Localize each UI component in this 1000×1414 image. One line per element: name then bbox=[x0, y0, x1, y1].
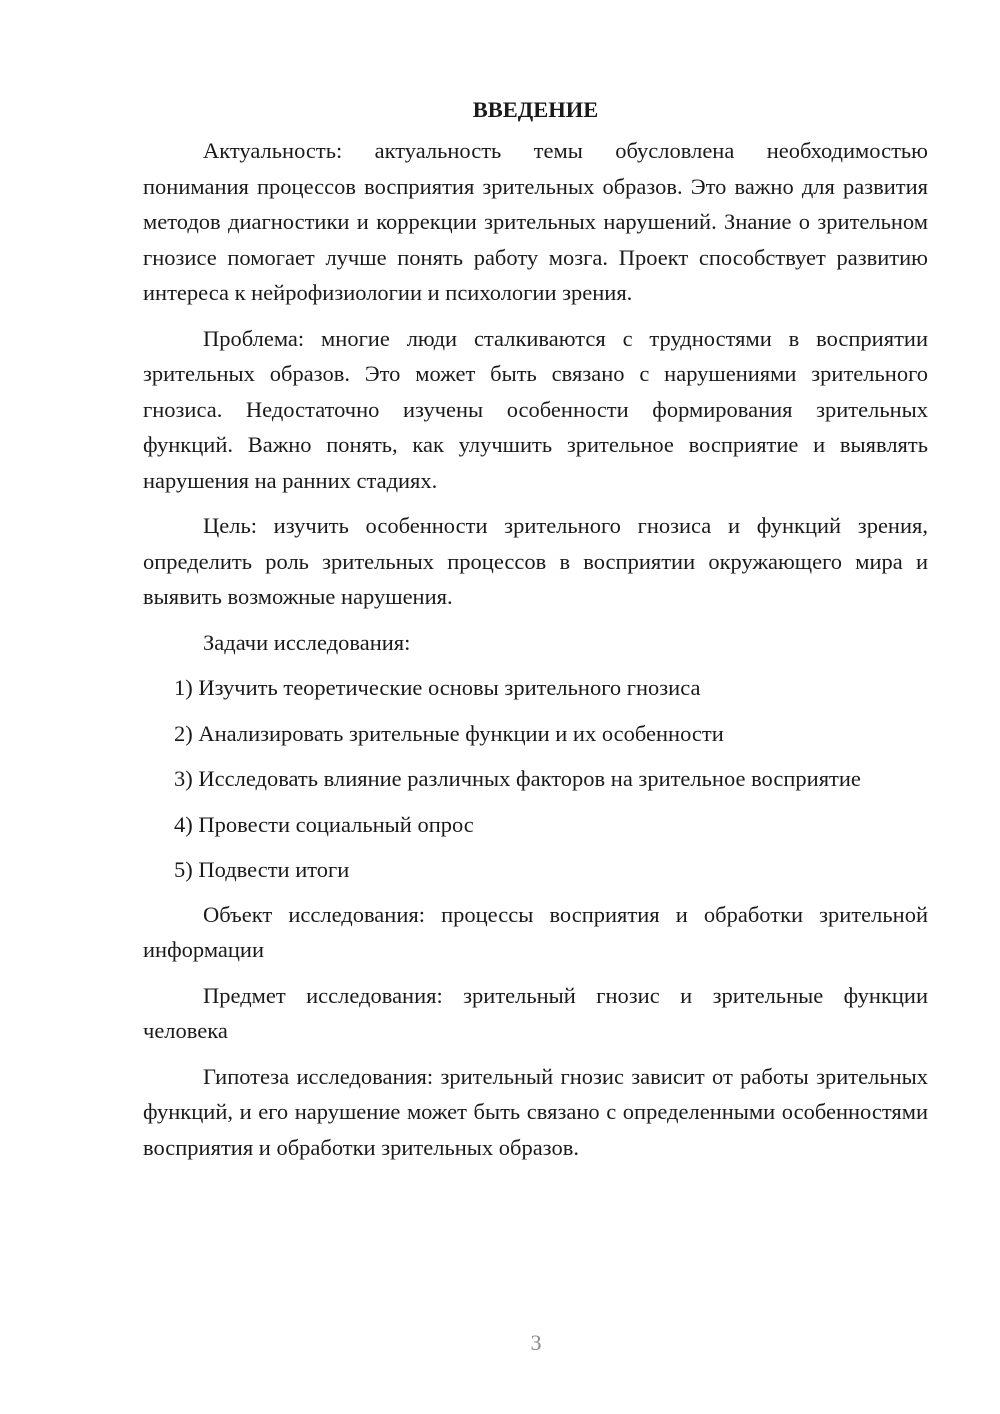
relevance-paragraph: Актуальность: актуальность темы обусловлена необходимостью понимания процессов восприятия зрительных образов. Это важно для развития методов диагностики и коррекции зрительных нарушений. Знание о зрительном гнозисе помогает лучше понять работу мозга. Проект способствует развитию интереса к нейрофизиологии и психологии зрения. bbox=[143, 138, 928, 305]
page-title: ВВЕДЕНИЕ bbox=[472, 97, 599, 122]
goal-paragraph: Цель: изучить особенности зрительного гнозиса и функций зрения, определить роль зрительных процессов в восприятии окружающего мира и выявить возможные нарушения. bbox=[143, 513, 928, 609]
task-item: 4) Провести социальный опрос bbox=[174, 811, 474, 837]
task-item: 1) Изучить теоретические основы зрительного гнозиса bbox=[174, 675, 701, 700]
task-item: 3) Исследовать влияние различных факторов на зрительное восприятие bbox=[174, 766, 861, 791]
page-content bbox=[143, 92, 928, 1175]
tasks-heading: Задачи исследования: bbox=[203, 629, 411, 655]
task-item: 2) Анализировать зрительные функции и их особенности bbox=[174, 720, 724, 746]
tasks-list bbox=[143, 670, 928, 888]
problem-paragraph: Проблема: многие люди сталкиваются с трудностями в восприятии зрительных образов. Это может быть связано с нарушениями зрительного гнозиса. Недостаточно изучены особенности формирования зрительных функций. Важно понять, как улучшить зрительное восприятие и выявлять нарушения на ранних стадиях. bbox=[143, 325, 928, 493]
subject-paragraph: Предмет исследования: зрительный гнозис и зрительные функции человека bbox=[143, 982, 928, 1043]
object-paragraph: Объект исследования: процессы восприятия и обработки зрительной информации bbox=[143, 901, 928, 962]
page-number: 3 bbox=[530, 1330, 542, 1355]
task-item: 5) Подвести итоги bbox=[174, 857, 350, 882]
hypothesis-paragraph: Гипотеза исследования: зрительный гнозис зависит от работы зрительных функций, и его нарушение может быть связано с определенными особенностями восприятия и обработки зрительных образов. bbox=[143, 1063, 928, 1160]
